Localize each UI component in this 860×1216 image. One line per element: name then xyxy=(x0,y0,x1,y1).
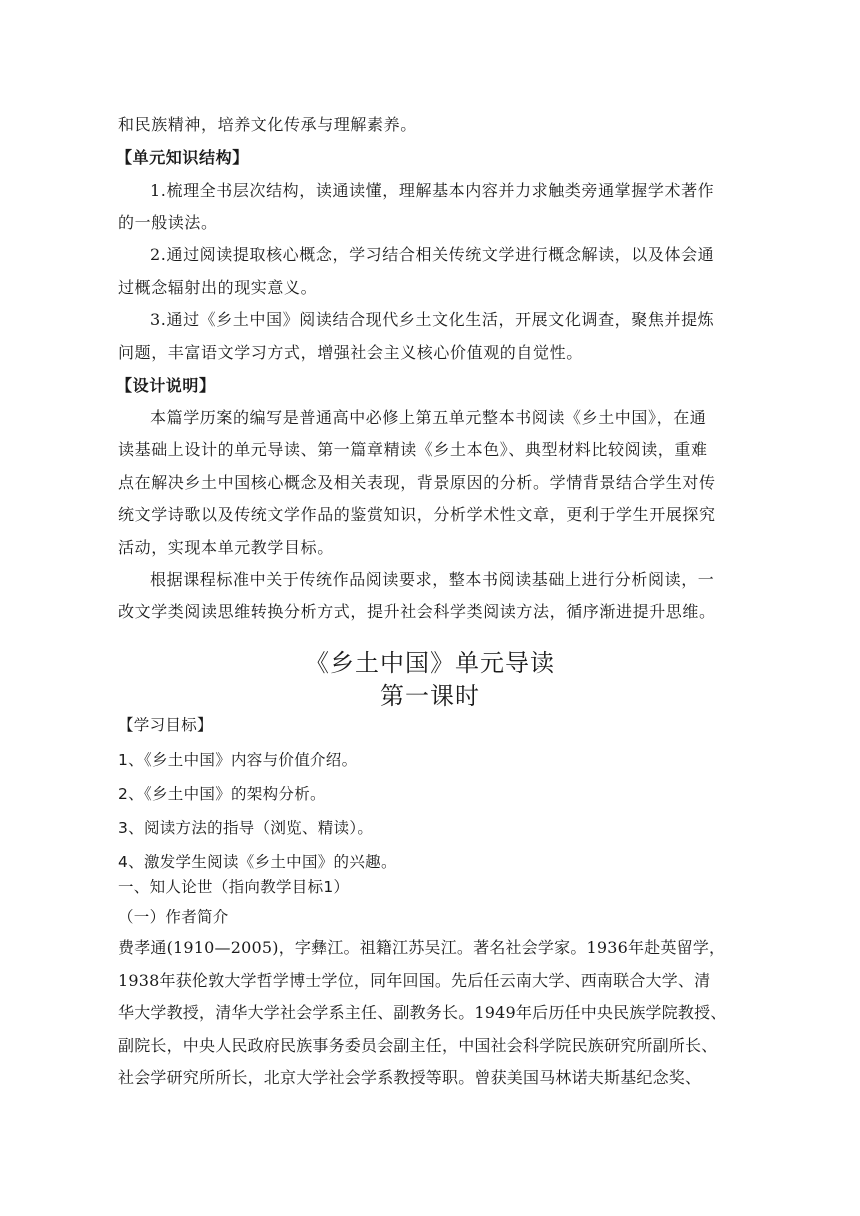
paragraph-line: 1938年获伦敦大学哲学博士学位，同年回国。先后任云南大学、西南联合大学、清 xyxy=(118,971,711,990)
paragraph-line: 3.通过《乡土中国》阅读结合现代乡土文化生活，开展文化调查，聚焦并提炼 xyxy=(150,310,715,329)
paragraph-line: 费孝通(1910—2005)，字彝江。祖籍江苏吴江。著名社会学家。1936年赴英留学， xyxy=(118,938,726,957)
paragraph-line: 社会学研究所所长，北京大学社会学系教授等职。曾获美国马林诺夫斯基纪念奖、 xyxy=(118,1068,702,1087)
paragraph-line: 问题，丰富语文学习方式，增强社会主义核心价值观的自觉性。 xyxy=(118,343,583,362)
section-heading: 一、知人论世（指向教学目标1） xyxy=(118,878,350,896)
objective-item: 2、《乡土中国》的架构分析。 xyxy=(118,785,326,803)
paragraph-line: 1.梳理全书层次结构，读通读懂，理解基本内容并力求触类旁通掌握学术著作 xyxy=(150,181,715,200)
paragraph-line: 和民族精神，培养文化传承与理解素养。 xyxy=(118,115,417,134)
subsection-heading: （一）作者简介 xyxy=(118,908,229,926)
objective-item: 3、阅读方法的指导（浏览、精读）。 xyxy=(118,819,374,837)
objectives-heading: 【学习目标】 xyxy=(118,716,213,734)
paragraph-line: 华大学教授，清华大学社会学系主任、副教务长。1949年后历任中央民族学院教授、 xyxy=(118,1003,727,1022)
design-notes-heading: 【设计说明】 xyxy=(116,376,216,395)
knowledge-structure-heading: 【单元知识结构】 xyxy=(116,148,249,167)
paragraph-line: 本篇学历案的编写是普通高中必修上第五单元整本书阅读《乡土中国》，在通 xyxy=(150,408,707,427)
lesson-subtitle: 第一课时 xyxy=(380,682,480,710)
paragraph-line: 统文学诗歌以及传统文学作品的鉴赏知识，分析学术性文章，更利于学生开展探究 xyxy=(118,505,716,524)
paragraph-line: 改文学类阅读思维转换分析方式，提升社会科学类阅读方法，循序渐进提升思维。 xyxy=(118,602,716,621)
paragraph-line: 过概念辐射出的现实意义。 xyxy=(118,278,318,297)
paragraph-line: 2.通过阅读提取核心概念，学习结合相关传统文学进行概念解读，以及体会通 xyxy=(150,245,715,264)
paragraph-line: 活动，实现本单元教学目标。 xyxy=(118,538,334,557)
lesson-title: 《乡土中国》单元导读 xyxy=(305,649,555,677)
objective-item: 4、激发学生阅读《乡土中国》的兴趣。 xyxy=(118,853,397,871)
paragraph-line: 点在解决乡土中国核心概念及相关表现，背景原因的分析。学情背景结合学生对传 xyxy=(118,473,716,492)
paragraph-line: 副院长，中央人民政府民族事务委员会副主任，中国社会科学院民族研究所副所长、 xyxy=(118,1036,718,1055)
paragraph-line: 的一般读法。 xyxy=(118,213,218,232)
paragraph-line: 根据课程标准中关于传统作品阅读要求，整本书阅读基础上进行分析阅读，一 xyxy=(150,570,715,589)
paragraph-line: 读基础上设计的单元导读、第一篇章精读《乡土本色》、典型材料比较阅读，重难 xyxy=(118,440,708,459)
objective-item: 1、《乡土中国》内容与价值介绍。 xyxy=(118,751,358,769)
